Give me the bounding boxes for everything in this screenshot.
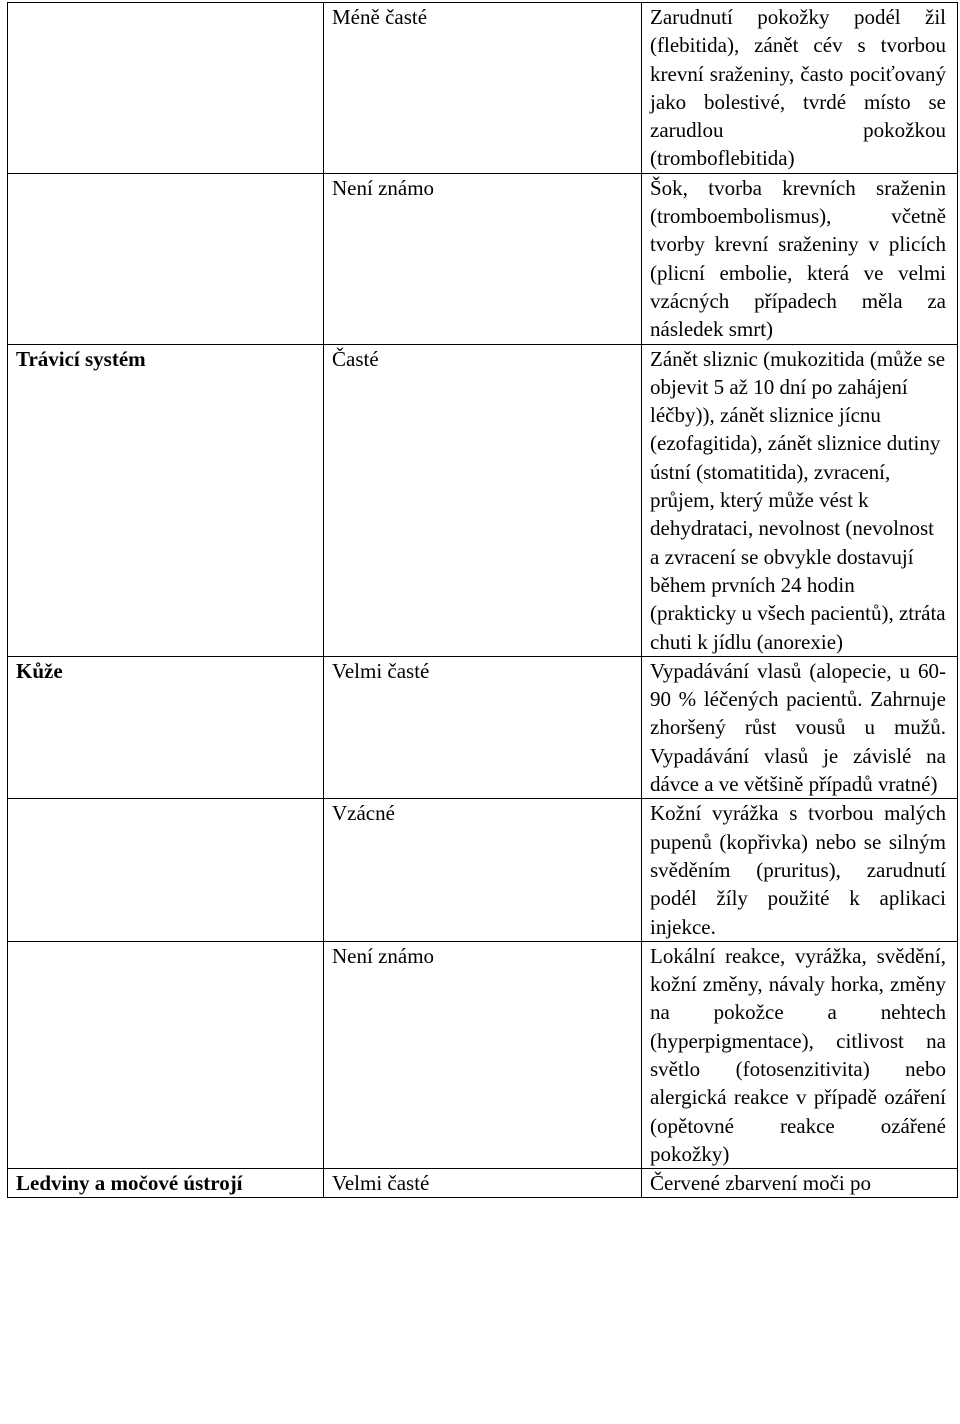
frequency-cell: Není známo xyxy=(324,941,642,1168)
organ-cell: Ledviny a močové ústrojí xyxy=(8,1169,324,1198)
frequency-cell: Velmi časté xyxy=(324,656,642,798)
organ-cell xyxy=(8,3,324,174)
table-row xyxy=(8,3,958,174)
frequency-cell: Velmi časté xyxy=(324,1169,642,1198)
table-row xyxy=(8,344,958,656)
frequency-cell: Vzácné xyxy=(324,799,642,941)
organ-cell: Trávicí systém xyxy=(8,344,324,656)
table-row xyxy=(8,173,958,344)
organ-cell xyxy=(8,799,324,941)
organ-cell: Kůže xyxy=(8,656,324,798)
organ-cell xyxy=(8,941,324,1168)
frequency-cell: Méně časté xyxy=(324,3,642,174)
description-cell: Lokální reakce, vyrážka, svědění, kožní změny, návaly horka, změny na pokožce a nehtech (hyperpigmentace), citlivost na světlo (fotosenzitivita) nebo alergická reakce v případě ozáření (opětovné reakce ozářené pokožky) xyxy=(642,941,958,1168)
side-effects-table xyxy=(7,2,958,1198)
table-row xyxy=(8,799,958,941)
frequency-cell: Časté xyxy=(324,344,642,656)
table-row xyxy=(8,1169,958,1198)
frequency-cell: Není známo xyxy=(324,173,642,344)
organ-cell xyxy=(8,173,324,344)
description-cell: Vypadávání vlasů (alopecie, u 60-90 % léčených pacientů. Zahrnuje zhoršený růst vousů u mužů. Vypadávání vlasů je závislé na dávce a ve většině případů vratné) xyxy=(642,656,958,798)
description-cell: Zánět sliznic (mukozitida (může se objevit 5 až 10 dní po zahájení léčby)), zánět sliznice jícnu (ezofagitida), zánět sliznice dutiny ústní (stomatitida), zvracení, průjem, který může vést k dehydrataci, nevolnost (nevolnost a zvracení se obvykle dostavují během prvních 24 hodin (prakticky u všech pacientů), ztráta chuti k jídlu (anorexie) xyxy=(642,344,958,656)
description-cell: Červené zbarvení moči po xyxy=(642,1169,958,1198)
table-row xyxy=(8,941,958,1168)
description-cell: Šok, tvorba krevních sraženin (tromboembolismus), včetně tvorby krevní sraženiny v plicích (plicní embolie, která ve velmi vzácných případech měla za následek smrt) xyxy=(642,173,958,344)
table-row xyxy=(8,656,958,798)
description-cell: Kožní vyrážka s tvorbou malých pupenů (kopřivka) nebo se silným svěděním (pruritus), zarudnutí podél žíly použité k aplikaci injekce. xyxy=(642,799,958,941)
description-cell: Zarudnutí pokožky podél žil (flebitida), zánět cév s tvorbou krevní sraženiny, často pociťovaný jako bolestivé, tvrdé místo se zarudlou pokožkou (tromboflebitida) xyxy=(642,3,958,174)
